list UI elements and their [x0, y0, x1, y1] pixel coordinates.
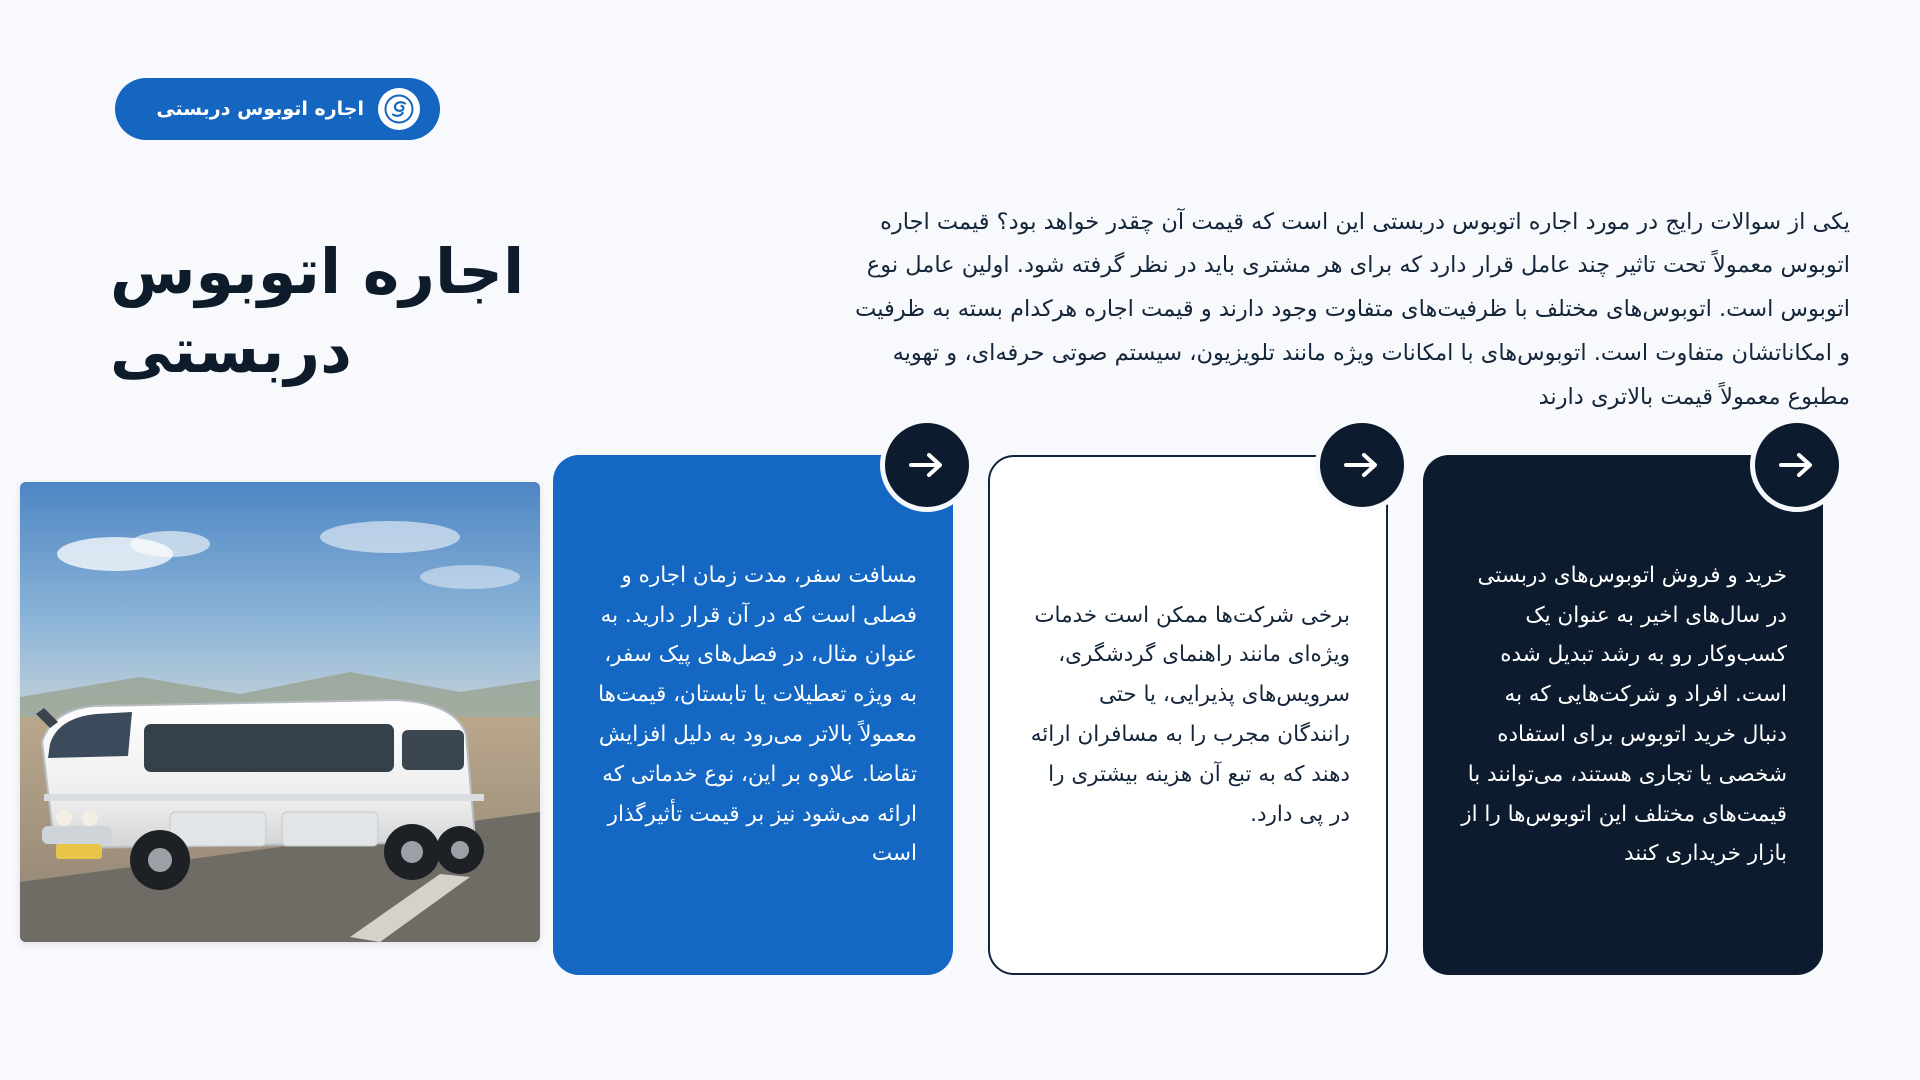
spiral-logo-icon: [378, 88, 420, 130]
arrow-right-icon[interactable]: [1315, 418, 1409, 512]
info-card-white-text: برخی شرکت‌ها ممکن است خدمات ویژه‌ای مانند راهنمای گردشگری، سرویس‌های پذیرایی، یا حتی رانندگان مجرب را به مسافران ارائه دهند که به تبع آن هزینه بیشتری را در پی دارد.: [1030, 602, 1350, 827]
arrow-right-icon[interactable]: [1750, 418, 1844, 512]
info-card-blue-text: مسافت سفر، مدت زمان اجاره و فصلی است که در آن قرار دارید. به عنوان مثال، در فصل‌های پیک سفر، به ویژه تعطیلات یا تابستان، قیمت‌ها معمولاً بالاتر می‌رود به دلیل افزایش تقاضا. علاوه بر این، نوع خدماتی که ارائه می‌شود نیز بر قیمت تأثیرگذار است: [598, 562, 917, 867]
info-card-dark-text: خرید و فروش اتوبوس‌های دربستی در سال‌های اخیر به عنوان یک کسب‌وکار رو به رشد تبدیل شده است. افراد و شرکت‌هایی که به دنبال خرید اتوبوس برای استفاده شخصی یا تجاری هستند، می‌توانند با قیمت‌های مختلف این اتوبوس‌ها را از بازار خریداری کنند: [1461, 562, 1787, 867]
brand-name: اجاره اتوبوس دربستی: [156, 97, 364, 120]
info-card-blue[interactable]: [553, 455, 953, 975]
bus-photo: [20, 482, 540, 942]
intro-paragraph: یکی از سوالات رایج در مورد اجاره اتوبوس دربستی این است که قیمت آن چقدر خواهد بود؟ قیمت اجاره اتوبوس معمولاً تحت تاثیر چند عامل قرار دارد که برای هر مشتری باید در نظر گرفته شود. اولین عامل نوع اتوبوس است. اتوبوس‌های مختلف با ظرفیت‌های متفاوت وجود دارند و قیمت اجاره هرکدام بسته به ظرفیت و امکاناتشان متفاوت است. اتوبوس‌های با امکانات ویژه مانند تلویزیون، سیستم صوتی حرفه‌ای، و تهویه مطبوع معمولاً قیمت بالاتری دارند: [855, 208, 1850, 410]
info-card-white[interactable]: [988, 455, 1388, 975]
brand-badge[interactable]: [115, 78, 440, 140]
arrow-right-icon[interactable]: [880, 418, 974, 512]
page-title: اجاره اتوبوس دربستی: [110, 234, 525, 387]
info-card-dark[interactable]: [1423, 455, 1823, 975]
